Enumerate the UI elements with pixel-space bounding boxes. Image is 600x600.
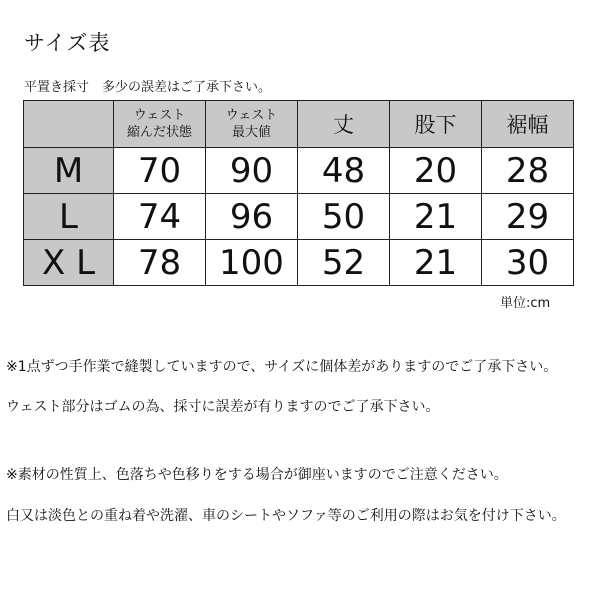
size-chart-table (23, 100, 574, 286)
header-label-line: ウェスト (133, 108, 186, 123)
table-cell: 100 (206, 240, 298, 286)
size-label: X L (24, 240, 114, 286)
table-cell: 29 (482, 194, 574, 240)
table-cell: 74 (114, 194, 206, 240)
header-hem-width: 裾幅 (482, 101, 574, 148)
header-corner-cell (24, 101, 114, 148)
table-cell: 21 (390, 240, 482, 286)
table-row (24, 240, 574, 286)
page-title: サイズ表 (24, 31, 111, 55)
table-row (24, 194, 574, 240)
table-cell: 50 (298, 194, 390, 240)
note-handmade: ※1点ずつ手作業で縫製していますので、サイズに個体差がありますのでご了承下さい。 (6, 359, 558, 375)
table-row (24, 148, 574, 194)
table-cell: 70 (114, 148, 206, 194)
table-cell: 21 (390, 194, 482, 240)
size-label: L (24, 194, 114, 240)
header-waist-shrunk (114, 101, 206, 148)
note-color-fading: ※素材の性質上、色落ちや色移りをする場合が御座いますのでご注意ください。 (6, 467, 508, 483)
table-cell: 28 (482, 148, 574, 194)
table-cell: 78 (114, 240, 206, 286)
note-waist: ウェスト部分はゴムの為、採寸に誤差が有りますのでご了承下さい。 (6, 399, 440, 415)
header-label-line: 縮んだ状態 (126, 125, 192, 140)
table-cell: 20 (390, 148, 482, 194)
header-waist-max (206, 101, 298, 148)
table-cell: 96 (206, 194, 298, 240)
unit-label: 単位:cm (500, 296, 551, 311)
table-cell: 52 (298, 240, 390, 286)
header-inseam: 股下 (390, 101, 482, 148)
note-color-transfer: 白又は淡色との重ね着や洗濯、車のシートやソファ等のご利用の際はお気を付け下さい。 (6, 508, 566, 524)
measurement-note: 平置き採寸 多少の誤差はご了承下さい。 (24, 80, 272, 95)
table-cell: 30 (482, 240, 574, 286)
table-header-row (24, 101, 574, 148)
header-label-line: ウェスト (225, 108, 278, 123)
header-label-line: 最大値 (231, 125, 271, 140)
header-length: 丈 (298, 101, 390, 148)
table-cell: 90 (206, 148, 298, 194)
size-label: M (24, 148, 114, 194)
table-cell: 48 (298, 148, 390, 194)
